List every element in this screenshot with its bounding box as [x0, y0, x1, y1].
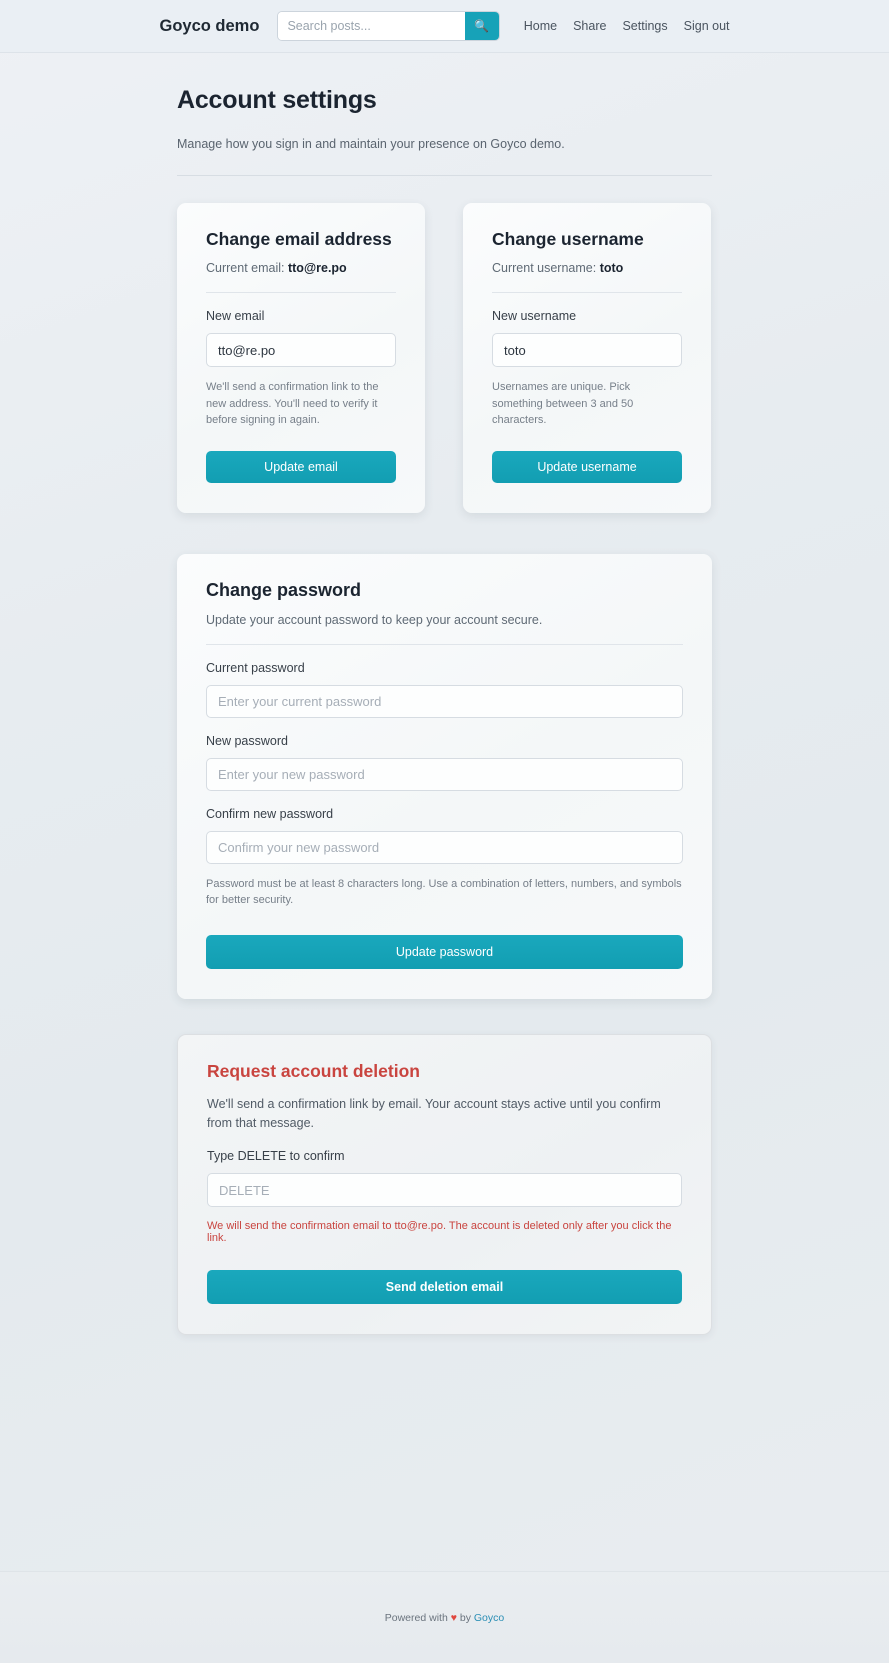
username-help-text: Usernames are unique. Pick something between 3 and 50 characters. — [492, 381, 634, 426]
password-help-text: Password must be at least 8 characters long. Use a combination of letters, numbers, and symbols for better security. — [206, 877, 682, 906]
change-password-title: Change password — [206, 579, 362, 600]
request-deletion-title: Request account deletion — [207, 1060, 420, 1081]
request-account-deletion-card — [177, 1034, 712, 1336]
new-username-label: New username — [492, 309, 577, 323]
email-help-text: We'll send a confirmation link to the new address. You'll need to verify it before signing in again. — [206, 381, 379, 426]
top-card-row — [177, 203, 712, 513]
change-email-title: Change email address — [206, 229, 392, 249]
current-username-label: Current username: — [492, 261, 600, 275]
footer-prefix: Powered with — [384, 1611, 451, 1624]
send-deletion-email-button[interactable]: Send deletion email — [207, 1270, 682, 1304]
nav-link-home[interactable]: Home — [523, 19, 558, 33]
current-username-meta — [492, 261, 682, 275]
change-password-card — [177, 554, 712, 999]
search-icon[interactable]: 🔍 — [465, 12, 499, 40]
new-password-input[interactable] — [206, 758, 683, 791]
nav-link-signout[interactable]: Sign out — [683, 19, 730, 33]
deletion-warning: We will send the confirmation email to tto@re.po. The account is deleted only after you click the link. — [207, 1220, 672, 1245]
new-password-label: New password — [206, 733, 288, 748]
confirm-password-label: Confirm new password — [206, 806, 334, 821]
brand-title[interactable]: Goyco demo — [159, 16, 260, 35]
delete-confirm-input[interactable] — [207, 1173, 682, 1207]
current-email-value: tto@re.po — [287, 261, 347, 275]
header-divider — [177, 175, 712, 176]
page-subtitle: Manage how you sign in and maintain your presence on Goyco demo. — [177, 137, 565, 151]
change-username-card — [463, 203, 711, 513]
new-username-input[interactable] — [492, 333, 682, 367]
footer-text — [385, 1612, 504, 1624]
password-card-rule — [206, 644, 683, 645]
delete-confirm-label: Type DELETE to confirm — [207, 1149, 345, 1164]
change-username-title: Change username — [492, 229, 644, 249]
nav-links — [524, 19, 730, 33]
email-card-rule — [206, 292, 396, 293]
current-password-label: Current password — [206, 660, 305, 675]
new-email-input[interactable] — [206, 333, 396, 367]
navbar-inner — [160, 11, 730, 41]
new-email-label: New email — [206, 309, 265, 323]
search-bar[interactable] — [277, 11, 499, 41]
page-footer — [0, 1571, 889, 1663]
nav-link-settings[interactable]: Settings — [622, 19, 668, 33]
current-password-input[interactable] — [206, 685, 683, 718]
main-content — [177, 53, 712, 1335]
change-email-card — [177, 203, 425, 513]
heart-icon: ♥ — [450, 1611, 457, 1624]
search-input[interactable] — [278, 12, 464, 40]
current-email-label: Current email: — [206, 261, 288, 275]
page-title: Account settings — [177, 86, 377, 114]
footer-middle: by — [456, 1611, 474, 1624]
update-email-button[interactable]: Update email — [206, 451, 396, 483]
update-password-button[interactable]: Update password — [206, 935, 683, 969]
current-username-value: toto — [599, 261, 624, 275]
current-email-meta — [206, 261, 396, 275]
deletion-note: We'll send a confirmation link by email. Your account stays active until you confirm from that message. — [207, 1096, 661, 1130]
username-card-rule — [492, 292, 682, 293]
top-navbar — [0, 0, 889, 53]
confirm-password-input[interactable] — [206, 831, 683, 864]
nav-link-share[interactable]: Share — [573, 19, 607, 33]
change-password-subtitle: Update your account password to keep your account secure. — [206, 612, 543, 627]
footer-link-goyco[interactable]: Goyco — [473, 1611, 505, 1624]
update-username-button[interactable]: Update username — [492, 451, 682, 483]
